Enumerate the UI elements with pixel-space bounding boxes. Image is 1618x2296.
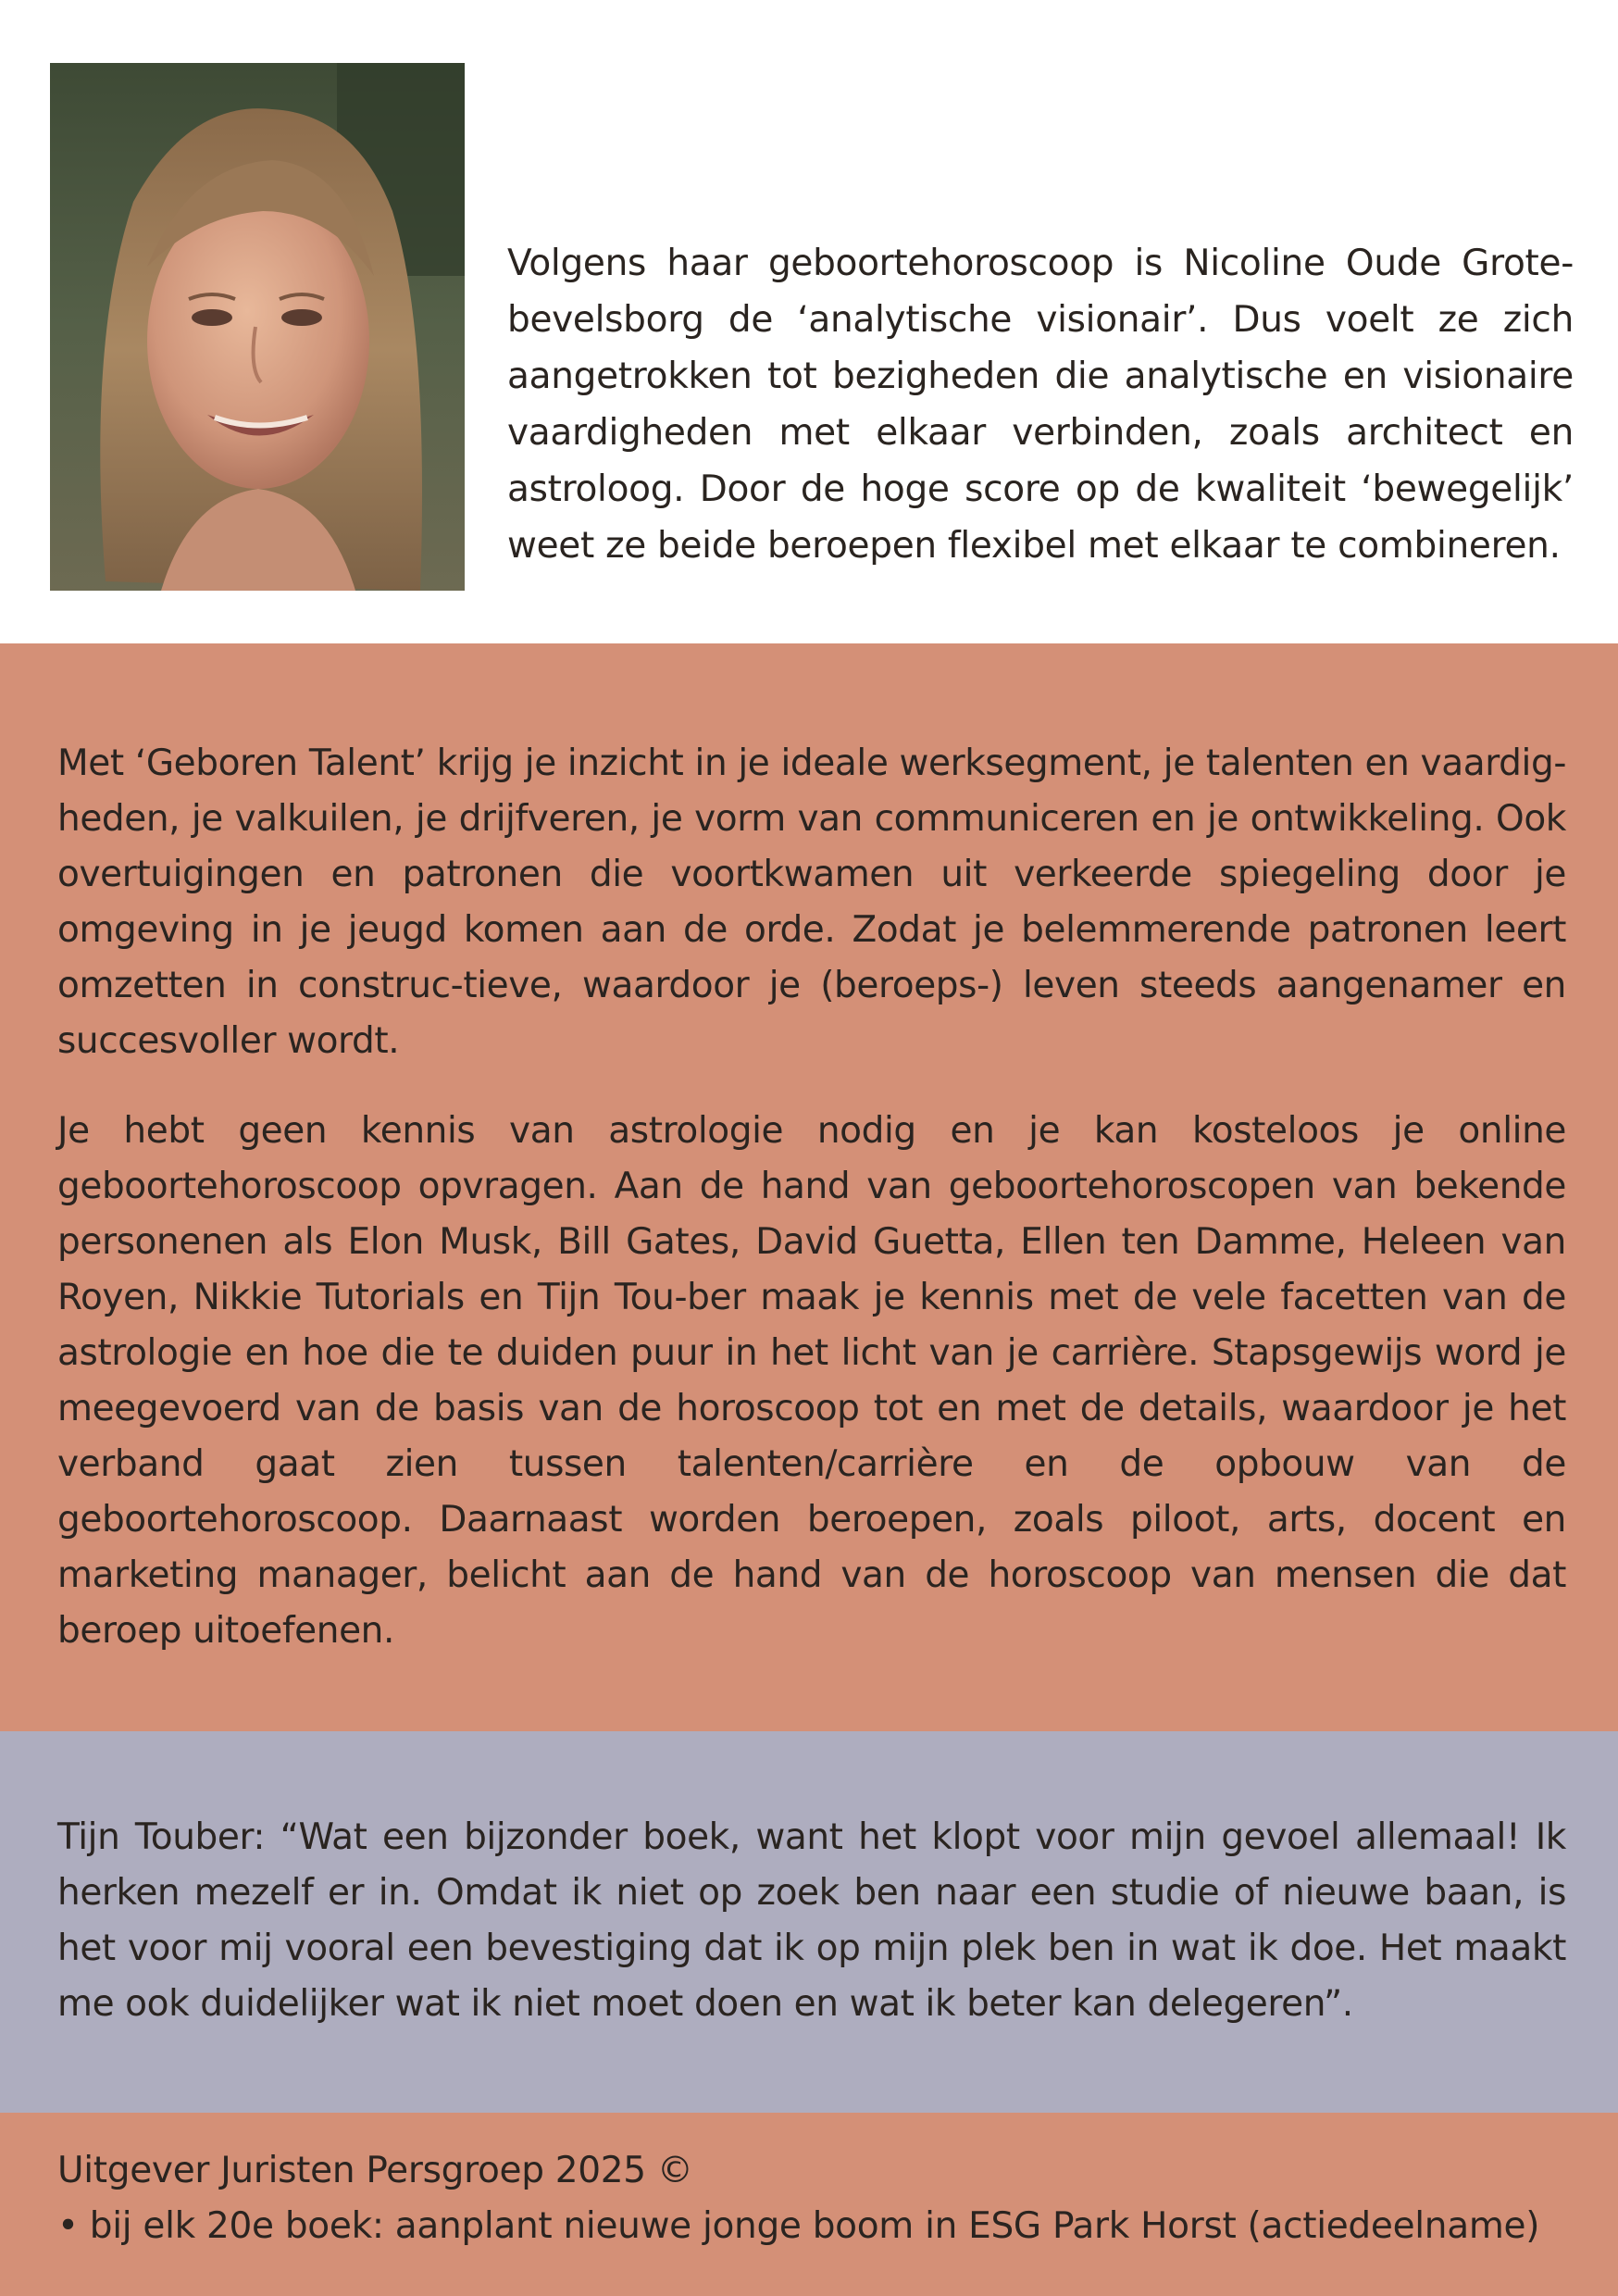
- testimonial-section: [0, 1731, 1618, 2113]
- tree-planting-note: • bij elk 20e boek: aanplant nieuwe jonge boom in ESG Park Horst (actiedeelname): [57, 2205, 1540, 2247]
- publisher-footer: [0, 2113, 1618, 2296]
- testimonial-quote: Tijn Touber: “Wat een bijzonder boek, want het klopt voor mijn gevoel allemaal! Ik herken mezelf er in. Omdat ik niet op zoek ben naar een studie of nieuwe baan, is het voor mij vooral een bevestiging dat ik op mijn plek ben in wat ik doe. Het maakt me ook duidelijker wat ik niet moet doen en wat ik beter kan delegeren”.: [57, 1816, 1566, 2025]
- publisher-credit: Uitgever Juristen Persgroep 2025 ©: [57, 2150, 693, 2191]
- book-description: [0, 643, 1618, 1731]
- author-section: [0, 0, 1618, 643]
- author-bio: Volgens haar geboortehoroscoop is Nicoline Oude Grote-bevelsborg de ‘analytische visionair’. Dus voelt ze zich aangetrokken tot bezigheden die analytische en visionaire vaardigheden met elkaar verbinden, zoals architect en astroloog. Door de hoge score op de kwaliteit ‘bewegelijk’ weet ze beide beroepen flexibel met elkaar te combineren.: [507, 243, 1574, 567]
- description-paragraph: Met ‘Geboren Talent’ krijg je inzicht in je ideale werksegment, je talenten en vaardig-heden, je valkuilen, je drijfveren, je vorm van communiceren en je ontwikkeling. Ook overtuigingen en patronen die voortkwamen uit verkeerde spiegeling door je omgeving in je jeugd komen aan de orde. Zodat je belemmerende patronen leert omzetten in construc-tieve, waardoor je (beroeps-) leven steeds aangenamer en succesvoller wordt.: [57, 742, 1566, 1062]
- author-photo: [50, 63, 465, 591]
- description-paragraph: Je hebt geen kennis van astrologie nodig en je kan kosteloos je online geboortehoroscoop opvragen. Aan de hand van geboortehoroscopen van bekende personenen als Elon Musk, Bill Gates, David Guetta, Ellen ten Damme, Heleen van Royen, Nikkie Tutorials en Tijn Tou-ber maak je kennis met de vele facetten van de astrologie en hoe die te duiden puur in het licht van je carrière. Stapsgewijs word je meegevoerd van de basis van de horoscoop tot en met de details, waardoor je het verband gaat zien tussen talenten/carrière en de opbouw van de geboortehoroscoop. Daarnaast worden beroepen, zoals piloot, arts, docent en marketing manager, belicht aan de hand van de horoscoop van mensen die dat beroep uitoefenen.: [57, 1110, 1566, 1652]
